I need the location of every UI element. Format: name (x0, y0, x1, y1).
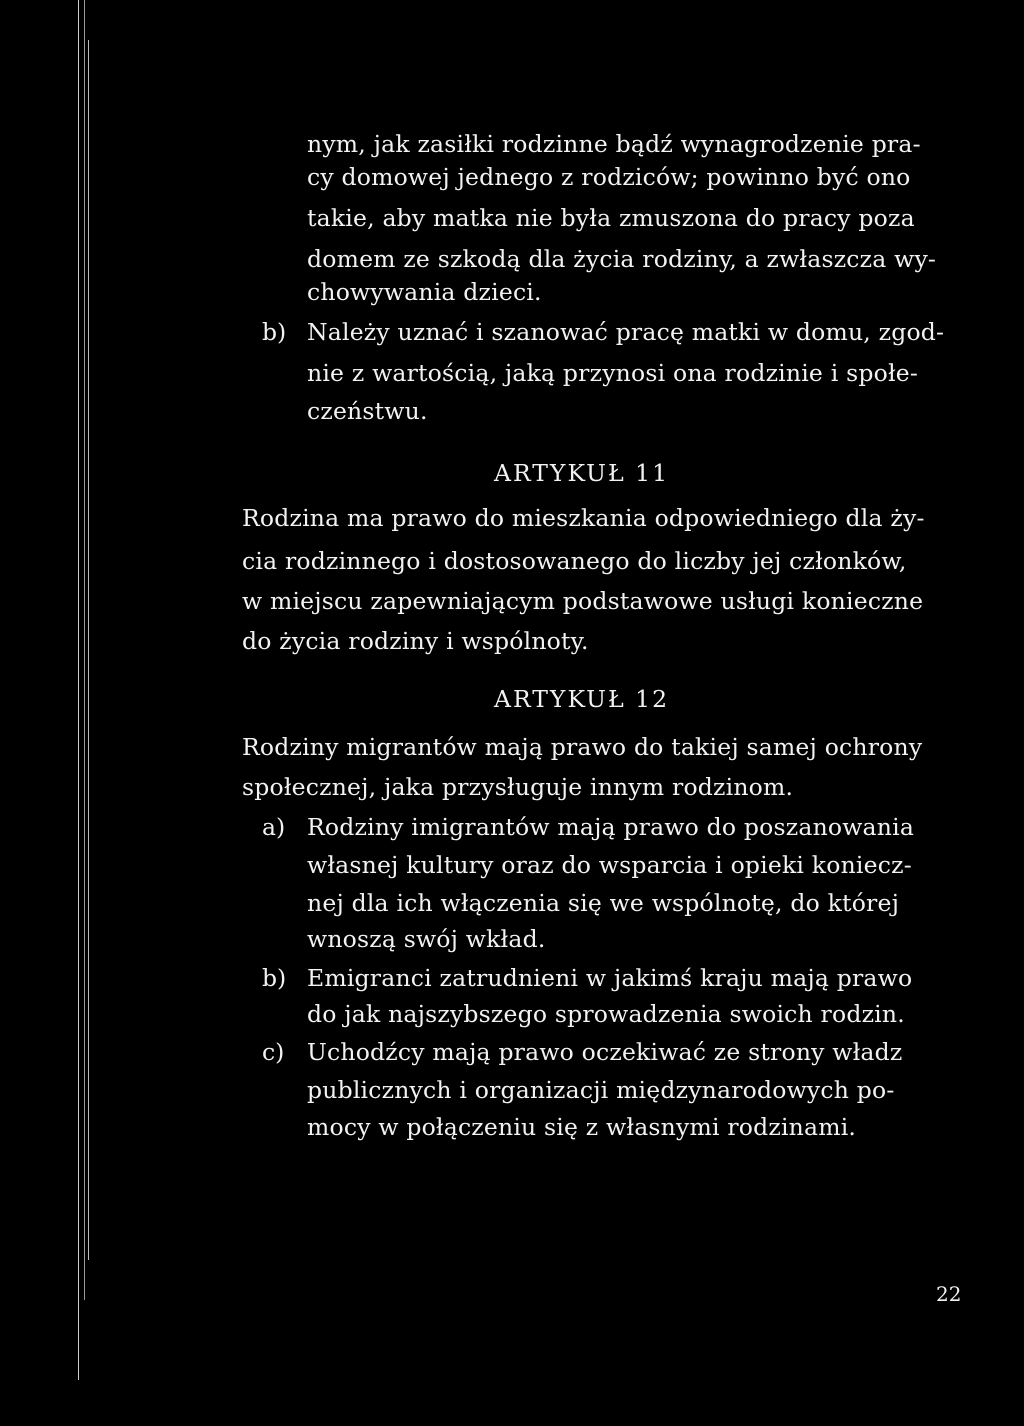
text-line: do jak najszybszego sprowadzenia swoich rodzin. (307, 1000, 905, 1028)
binding-edge-line (78, 0, 79, 1380)
text-line: czeństwu. (307, 397, 428, 425)
text-line: w miejscu zapewniającym podstawowe usługi konieczne (242, 587, 924, 615)
text-line: Rodzina ma prawo do mieszkania odpowiedniego dla ży- (242, 504, 925, 532)
text-line: własnej kultury oraz do wsparcia i opieki koniecz- (307, 851, 912, 879)
text-line: Rodziny imigrantów mają prawo do poszanowania (307, 813, 915, 841)
page-number: 22 (936, 1282, 962, 1306)
text-line: mocy w połączeniu się z własnymi rodzinami. (307, 1113, 857, 1141)
text-line: publicznych i organizacji międzynarodowych po- (307, 1076, 895, 1104)
text-line: domem ze szkodą dla życia rodziny, a zwłaszcza wy- (307, 245, 937, 273)
list-item-label: b) (262, 318, 287, 346)
list-item-label: b) (262, 964, 287, 992)
binding-edge-line (88, 40, 89, 1260)
text-line: takie, aby matka nie była zmuszona do pracy poza (307, 204, 915, 232)
text-line: nej dla ich włączenia się we wspólnotę, do której (307, 889, 900, 917)
list-item-label: c) (262, 1038, 285, 1066)
text-line: Emigranci zatrudnieni w jakimś kraju mają prawo (307, 964, 913, 992)
text-line: Rodziny migrantów mają prawo do takiej samej ochrony (242, 733, 923, 761)
text-line: nie z wartością, jaką przynosi ona rodzinie i społe- (307, 359, 919, 387)
text-line: Uchodźcy mają prawo oczekiwać ze strony władz (307, 1038, 903, 1066)
text-line: cy domowej jednego z rodziców; powinno być ono (307, 163, 911, 191)
list-item-label: a) (262, 813, 286, 841)
text-line: społecznej, jaka przysługuje innym rodzinom. (242, 773, 794, 801)
text-line: cia rodzinnego i dostosowanego do liczby jej członków, (242, 547, 907, 575)
text-line: chowywania dzieci. (307, 278, 542, 306)
article-heading: ARTYKUŁ 12 (494, 685, 670, 713)
article-heading: ARTYKUŁ 11 (494, 459, 670, 487)
text-line: do życia rodziny i wspólnoty. (242, 627, 589, 655)
text-line: wnoszą swój wkład. (307, 925, 546, 953)
binding-edge-line (84, 0, 85, 1300)
text-line: Należy uznać i szanować pracę matki w domu, zgod- (307, 318, 945, 346)
text-line: nym, jak zasiłki rodzinne bądź wynagrodzenie pra- (307, 130, 921, 158)
